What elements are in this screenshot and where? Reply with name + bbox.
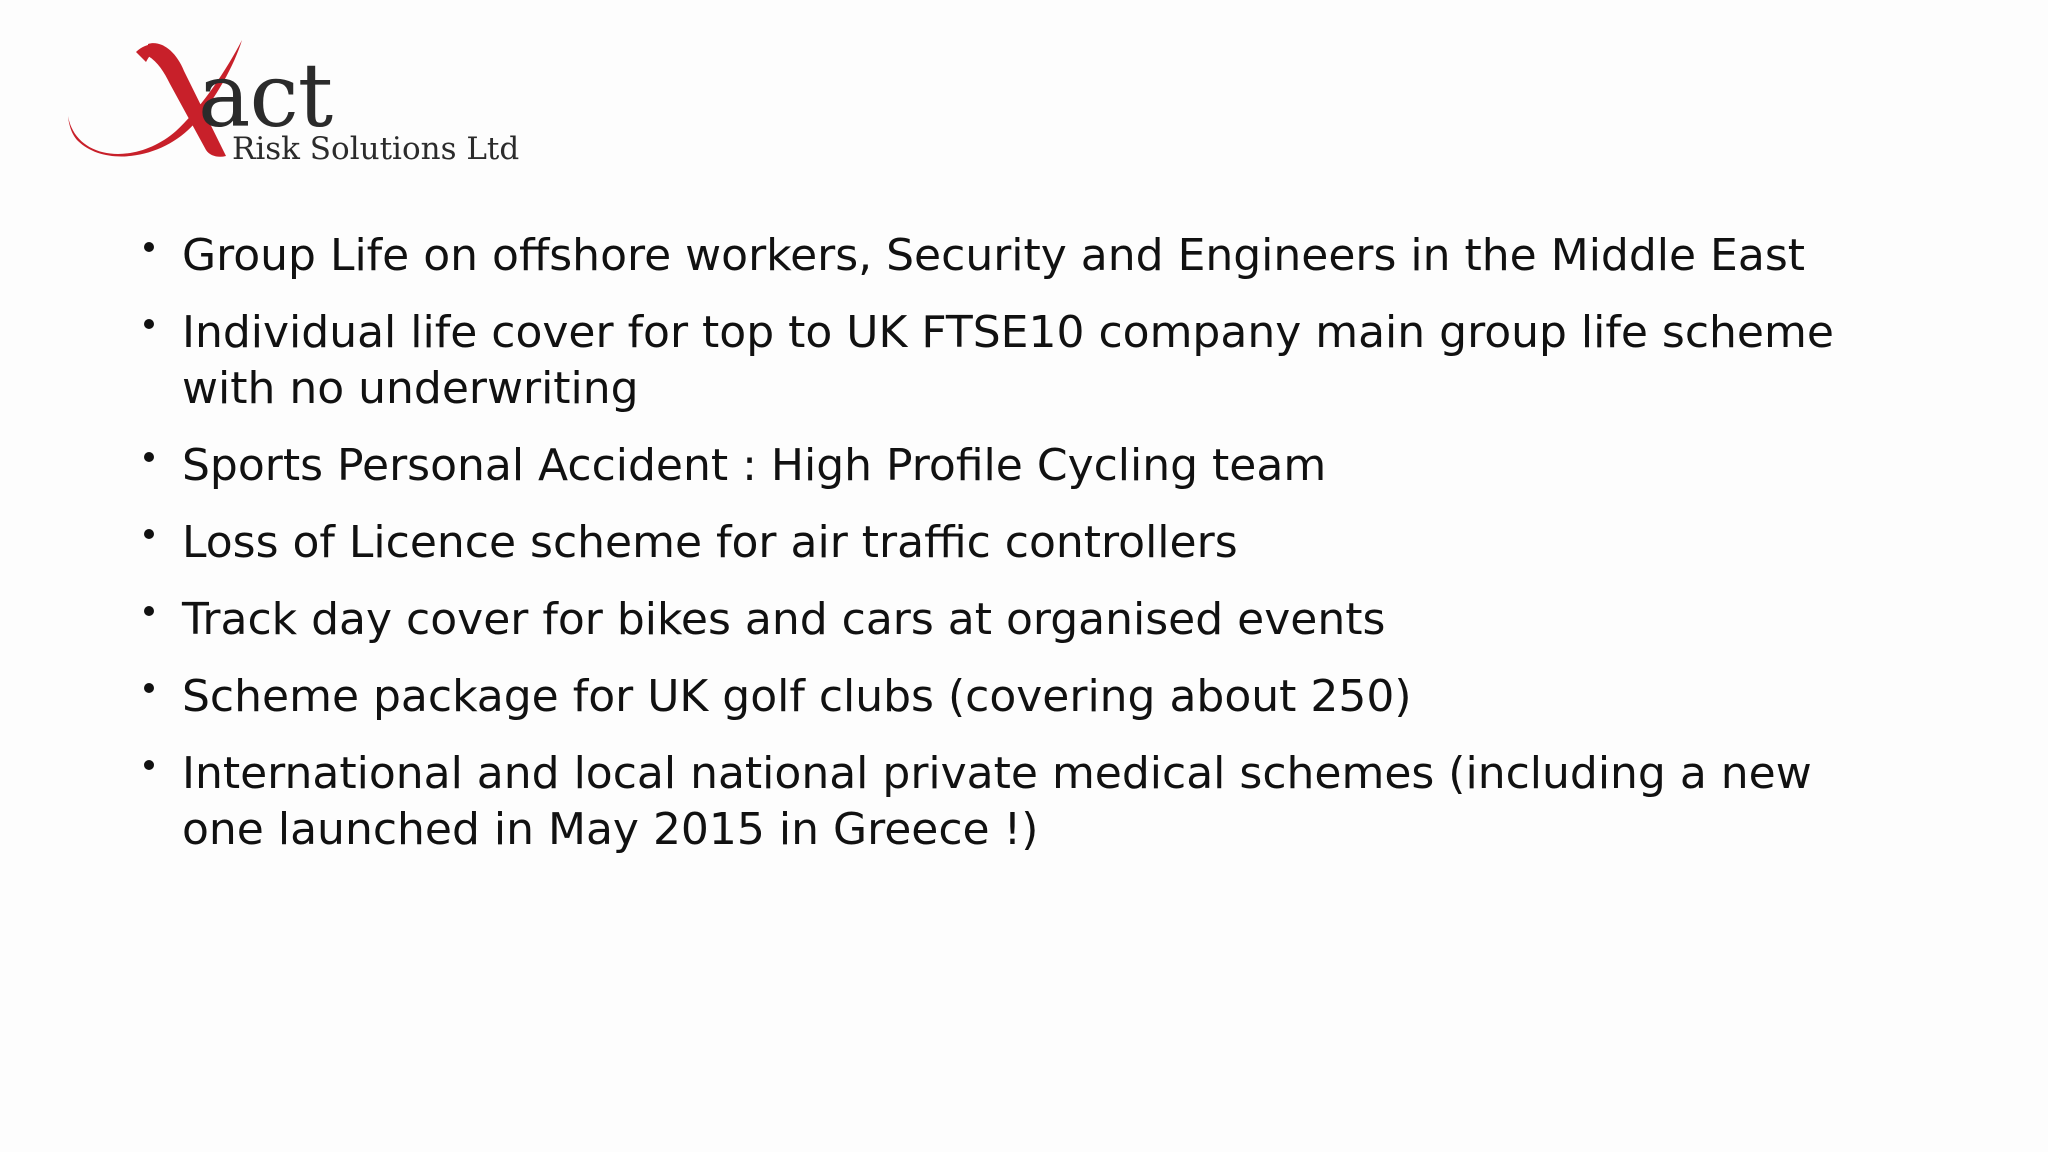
list-item — [140, 438, 1900, 494]
list-item — [140, 669, 1900, 725]
bullet-icon — [144, 242, 154, 252]
bullet-icon — [144, 452, 154, 462]
bullet-text: Sports Personal Accident : High Profile Cycling team — [182, 440, 1327, 491]
bullet-list — [140, 228, 1900, 879]
bullet-icon — [144, 683, 154, 693]
bullet-text: Track day cover for bikes and cars at organised events — [182, 594, 1386, 645]
bullet-text: Individual life cover for top to UK FTSE10 company main group life scheme with no underwriting — [182, 307, 1834, 414]
bullet-text: International and local national private medical schemes (including a new one launched in May 2015 in Greece !) — [182, 748, 1812, 855]
list-item — [140, 305, 1900, 417]
list-item — [140, 592, 1900, 648]
company-logo — [66, 36, 520, 176]
bullet-icon — [144, 760, 154, 770]
bullet-icon — [144, 319, 154, 329]
logo-subtitle: Risk Solutions Ltd — [232, 131, 520, 167]
bullet-icon — [144, 529, 154, 539]
bullet-text: Loss of Licence scheme for air traffic controllers — [182, 517, 1238, 568]
bullet-text: Group Life on offshore workers, Security and Engineers in the Middle East — [182, 230, 1805, 281]
logo-wordmark: act — [198, 44, 333, 147]
list-item — [140, 746, 1900, 858]
list-item — [140, 515, 1900, 571]
list-item — [140, 228, 1900, 284]
bullet-icon — [144, 606, 154, 616]
bullet-text: Scheme package for UK golf clubs (covering about 250) — [182, 671, 1412, 722]
